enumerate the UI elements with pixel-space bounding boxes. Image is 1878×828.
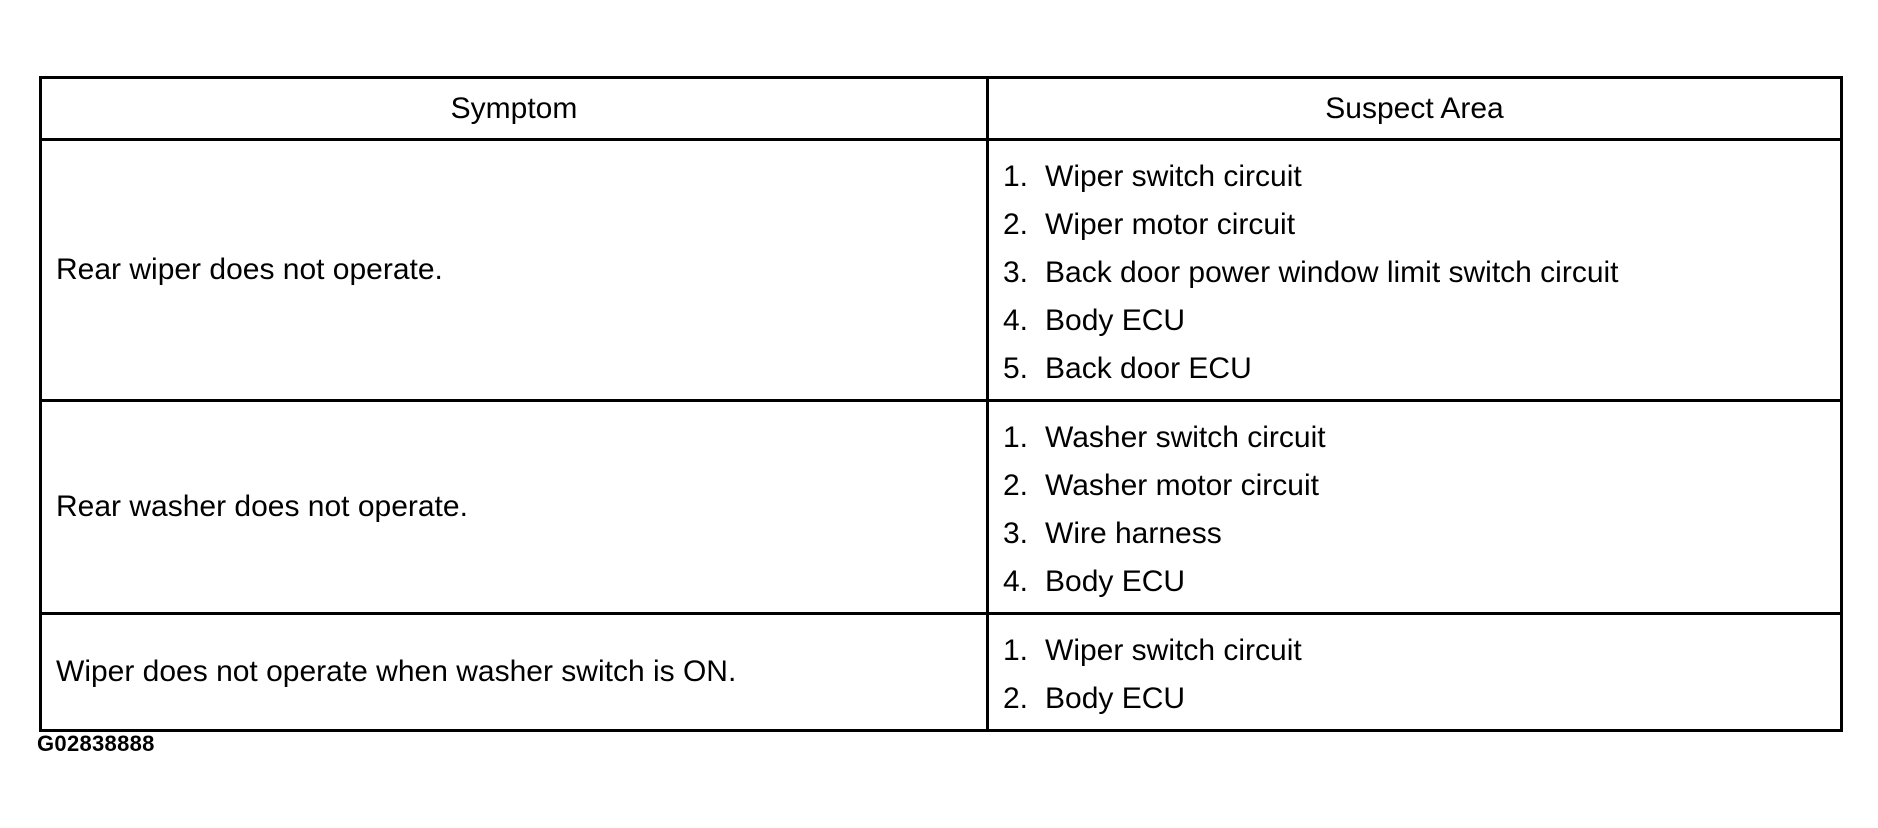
diagnostic-table [39, 76, 1843, 732]
suspect-number: 5. [1003, 352, 1029, 385]
suspect-item [1003, 153, 1840, 201]
suspect-number: 1. [1003, 160, 1029, 193]
suspect-number: 4. [1003, 565, 1029, 598]
suspect-text: Body ECU [1045, 682, 1186, 715]
suspect-list [989, 153, 1840, 393]
suspect-text: Body ECU [1045, 304, 1186, 337]
suspect-text: Wiper motor circuit [1045, 208, 1296, 241]
suspect-text: Body ECU [1045, 565, 1186, 598]
suspect-number: 1. [1003, 421, 1029, 454]
suspect-item [1003, 201, 1840, 249]
suspect-item [1003, 249, 1840, 297]
suspect-area-cell [988, 401, 1842, 614]
suspect-area-cell [988, 614, 1842, 731]
suspect-list [989, 414, 1840, 606]
symptom-cell: Rear washer does not operate. [41, 401, 988, 614]
suspect-number: 4. [1003, 304, 1029, 337]
suspect-item [1003, 510, 1840, 558]
suspect-item [1003, 462, 1840, 510]
symptom-cell: Rear wiper does not operate. [41, 140, 988, 401]
suspect-text: Washer switch circuit [1045, 421, 1326, 454]
suspect-area-header: Suspect Area [988, 78, 1842, 140]
suspect-item [1003, 558, 1840, 606]
table-row [41, 614, 1842, 731]
suspect-number: 3. [1003, 517, 1029, 550]
suspect-number: 3. [1003, 256, 1029, 289]
suspect-text: Wiper switch circuit [1045, 160, 1302, 193]
suspect-item [1003, 675, 1840, 723]
suspect-item [1003, 627, 1840, 675]
suspect-number: 1. [1003, 634, 1029, 667]
suspect-number: 2. [1003, 682, 1029, 715]
suspect-text: Washer motor circuit [1045, 469, 1319, 502]
suspect-item [1003, 297, 1840, 345]
table-row [41, 140, 1842, 401]
table-row [41, 401, 1842, 614]
suspect-number: 2. [1003, 208, 1029, 241]
suspect-list [989, 627, 1840, 723]
suspect-area-cell [988, 140, 1842, 401]
suspect-text: Wire harness [1045, 517, 1222, 550]
symptom-header: Symptom [41, 78, 988, 140]
suspect-item [1003, 414, 1840, 462]
figure-id: G02838888 [37, 731, 155, 756]
suspect-item [1003, 345, 1840, 393]
suspect-text: Back door ECU [1045, 352, 1252, 385]
suspect-number: 2. [1003, 469, 1029, 502]
suspect-text: Back door power window limit switch circuit [1045, 256, 1619, 289]
suspect-text: Wiper switch circuit [1045, 634, 1302, 667]
table-header-row [41, 78, 1842, 140]
symptom-cell: Wiper does not operate when washer switch is ON. [41, 614, 988, 731]
